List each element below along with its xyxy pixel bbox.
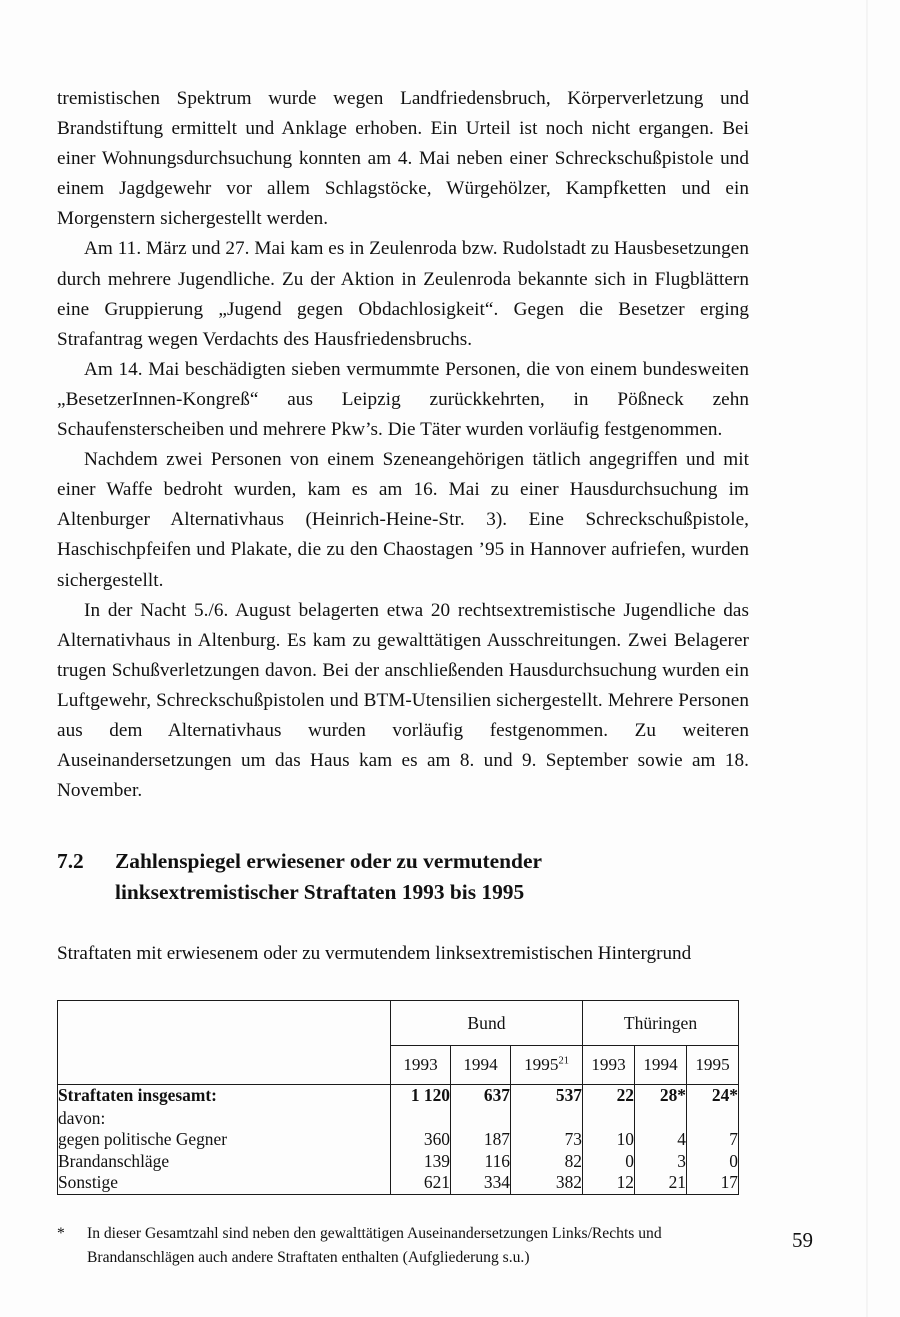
value-total: 22 xyxy=(616,1085,634,1106)
table-year-header-thueringen-1995 xyxy=(687,1046,739,1085)
value-spacer xyxy=(511,1108,582,1130)
table-year-header-bund-1994 xyxy=(451,1046,511,1085)
table-column-thueringen-1993 xyxy=(583,1085,635,1195)
statistics-table xyxy=(57,1000,739,1195)
value-gegen-politische-gegner: 4 xyxy=(677,1129,686,1150)
value-brandanschlaege: 0 xyxy=(625,1150,634,1171)
section-heading xyxy=(57,846,749,908)
value-total: 537 xyxy=(555,1085,582,1106)
value-total: 28* xyxy=(659,1085,686,1106)
year-label: 1993 xyxy=(403,1055,438,1075)
table-year-header-bund-1995 xyxy=(511,1046,583,1085)
table-column-bund-1993 xyxy=(391,1085,451,1195)
table-column-bund-1995 xyxy=(511,1085,583,1195)
value-total: 24* xyxy=(711,1085,738,1106)
table-group-header-row xyxy=(58,1001,739,1046)
value-gegen-politische-gegner: 10 xyxy=(616,1129,634,1150)
year-label: 1995 xyxy=(524,1055,559,1075)
value-brandanschlaege: 3 xyxy=(677,1150,686,1171)
paragraph-3: Am 14. Mai beschädigten sieben vermummte Personen, die von einem bundesweiten „BesetzerInnen-Kongreß“ aus Leipzig zurückkehrten, in Pößneck zehn Schaufensterscheiben und mehrere Pkw’s. Die Täter wurden vorläufig festgenommen. xyxy=(57,358,749,441)
section-title-line-2: linksextremistischer Straftaten 1993 bis 1995 xyxy=(115,880,525,905)
footnote-marker: * xyxy=(57,1224,65,1242)
paragraph-1: tremistischen Spektrum wurde wegen Landfriedensbruch, Körperverletzung und Brandstiftung ermittelt und Anklage erhoben. Ein Urteil ist noch nicht ergangen. Bei einer Wohnungsdurchsuchung konnten am 4. Mai neben einer Schreckschußpistole und einem Jagdgewehr vor allem Schlagstöcke, Würgehölzer, Kampfketten und ein Morgenstern sichergestellt werden. xyxy=(57,88,749,230)
year-label: 1994 xyxy=(463,1055,498,1075)
row-label-davon: davon: xyxy=(58,1107,106,1128)
row-label-gegen-politische-gegner: gegen politische Gegner xyxy=(58,1129,228,1150)
value-total: 1 120 xyxy=(410,1085,450,1106)
footnote-text: In dieser Gesamtzahl sind neben den gewalttätigen Auseinandersetzungen Links/Rechts und Brandanschlägen auch andere Straftaten enthalten (Aufgliederung s.u.) xyxy=(87,1224,662,1266)
table-row-labels xyxy=(58,1085,391,1195)
footnote xyxy=(57,1222,749,1270)
value-brandanschlaege: 139 xyxy=(423,1150,450,1171)
row-label-total: Straftaten insgesamt: xyxy=(58,1085,217,1106)
table-row xyxy=(58,1085,739,1195)
page-content xyxy=(57,84,749,1270)
page-number: 59 xyxy=(792,1228,813,1252)
value-brandanschlaege: 0 xyxy=(729,1150,738,1171)
value-brandanschlaege: 116 xyxy=(484,1150,510,1171)
table-corner-cell xyxy=(58,1001,391,1085)
value-sonstige: 12 xyxy=(616,1172,634,1193)
value-sonstige: 21 xyxy=(668,1172,686,1193)
value-spacer xyxy=(451,1108,510,1130)
section-lead-text: Straftaten mit erwiesenem oder zu vermutendem linksextremistischen Hintergrund xyxy=(57,943,692,965)
table-group-header-bund: Bund xyxy=(391,1001,583,1046)
paragraph-2: Am 11. März und 27. Mai kam es in Zeulenroda bzw. Rudolstadt zu Hausbesetzungen durch mehrere Jugendliche. Zu der Aktion in Zeulenroda bekannte sich in Flugblättern eine Gruppierung „Jugend gegen Obdachlosigkeit“. Gegen die Besetzer erging Strafantrag wegen Verdachts des Hausfriedensbruchs. xyxy=(57,238,749,350)
paragraph-4: Nachdem zwei Personen von einem Szeneangehörigen tätlich angegriffen und mit einer Waffe bedroht wurden, kam es am 16. Mai zu einer Hausdurchsuchung im Altenburger Alternativhaus (Heinrich-Heine-Str. 3). Eine Schreckschußpistole, Haschischpfeifen und Plakate, die zu den Chaostagen ’95 in Hannover aufriefen, wurden sichergestellt. xyxy=(57,449,749,591)
table-column-thueringen-1995 xyxy=(687,1085,739,1195)
table-column-bund-1994 xyxy=(451,1085,511,1195)
table-year-header-thueringen-1993 xyxy=(583,1046,635,1085)
section-title-line-1: Zahlenspiegel erwiesener oder zu vermutender xyxy=(115,849,542,874)
footnote-ref-21: 21 xyxy=(558,1055,569,1067)
table-group-header-thueringen: Thüringen xyxy=(583,1001,739,1046)
value-spacer xyxy=(583,1108,634,1130)
table-year-header-bund-1993 xyxy=(391,1046,451,1085)
value-spacer xyxy=(635,1108,686,1130)
value-spacer xyxy=(391,1108,450,1130)
paragraph-5: In der Nacht 5./6. August belagerten etwa 20 rechtsextremistische Jugendliche das Alternativhaus in Altenburg. Es kam zu gewalttätigen Ausschreitungen. Zwei Belagerer trugen Schußverletzungen davon. Bei der anschließenden Hausdurchsuchung wurden ein Luftgewehr, Schreckschußpistolen und BTM-Utensilien sichergestellt. Mehrere Personen aus dem Alternativhaus wurden vorläufig festgenommen. Zu weiteren Auseinandersetzungen um das Haus kam es am 8. und 9. September sowie am 18. November. xyxy=(57,599,749,802)
value-sonstige: 382 xyxy=(555,1172,582,1193)
value-sonstige: 621 xyxy=(423,1172,450,1193)
value-spacer xyxy=(687,1108,738,1130)
year-label: 1994 xyxy=(643,1055,678,1075)
year-label: 1993 xyxy=(591,1055,626,1075)
value-total: 637 xyxy=(483,1085,510,1106)
table-column-thueringen-1994 xyxy=(635,1085,687,1195)
row-label-sonstige: Sonstige xyxy=(58,1172,118,1193)
value-brandanschlaege: 82 xyxy=(564,1150,582,1171)
value-gegen-politische-gegner: 7 xyxy=(729,1129,738,1150)
section-number: 7.2 xyxy=(57,849,84,874)
value-gegen-politische-gegner: 187 xyxy=(483,1129,510,1150)
value-gegen-politische-gegner: 73 xyxy=(564,1129,582,1150)
year-label: 1995 xyxy=(695,1055,730,1075)
row-label-brandanschlaege: Brandanschläge xyxy=(58,1150,170,1171)
table-year-header-thueringen-1994 xyxy=(635,1046,687,1085)
value-sonstige: 17 xyxy=(720,1172,738,1193)
section-title xyxy=(115,846,749,908)
scan-seam-artifact xyxy=(866,0,868,1317)
value-gegen-politische-gegner: 360 xyxy=(423,1129,450,1150)
value-sonstige: 334 xyxy=(483,1172,510,1193)
